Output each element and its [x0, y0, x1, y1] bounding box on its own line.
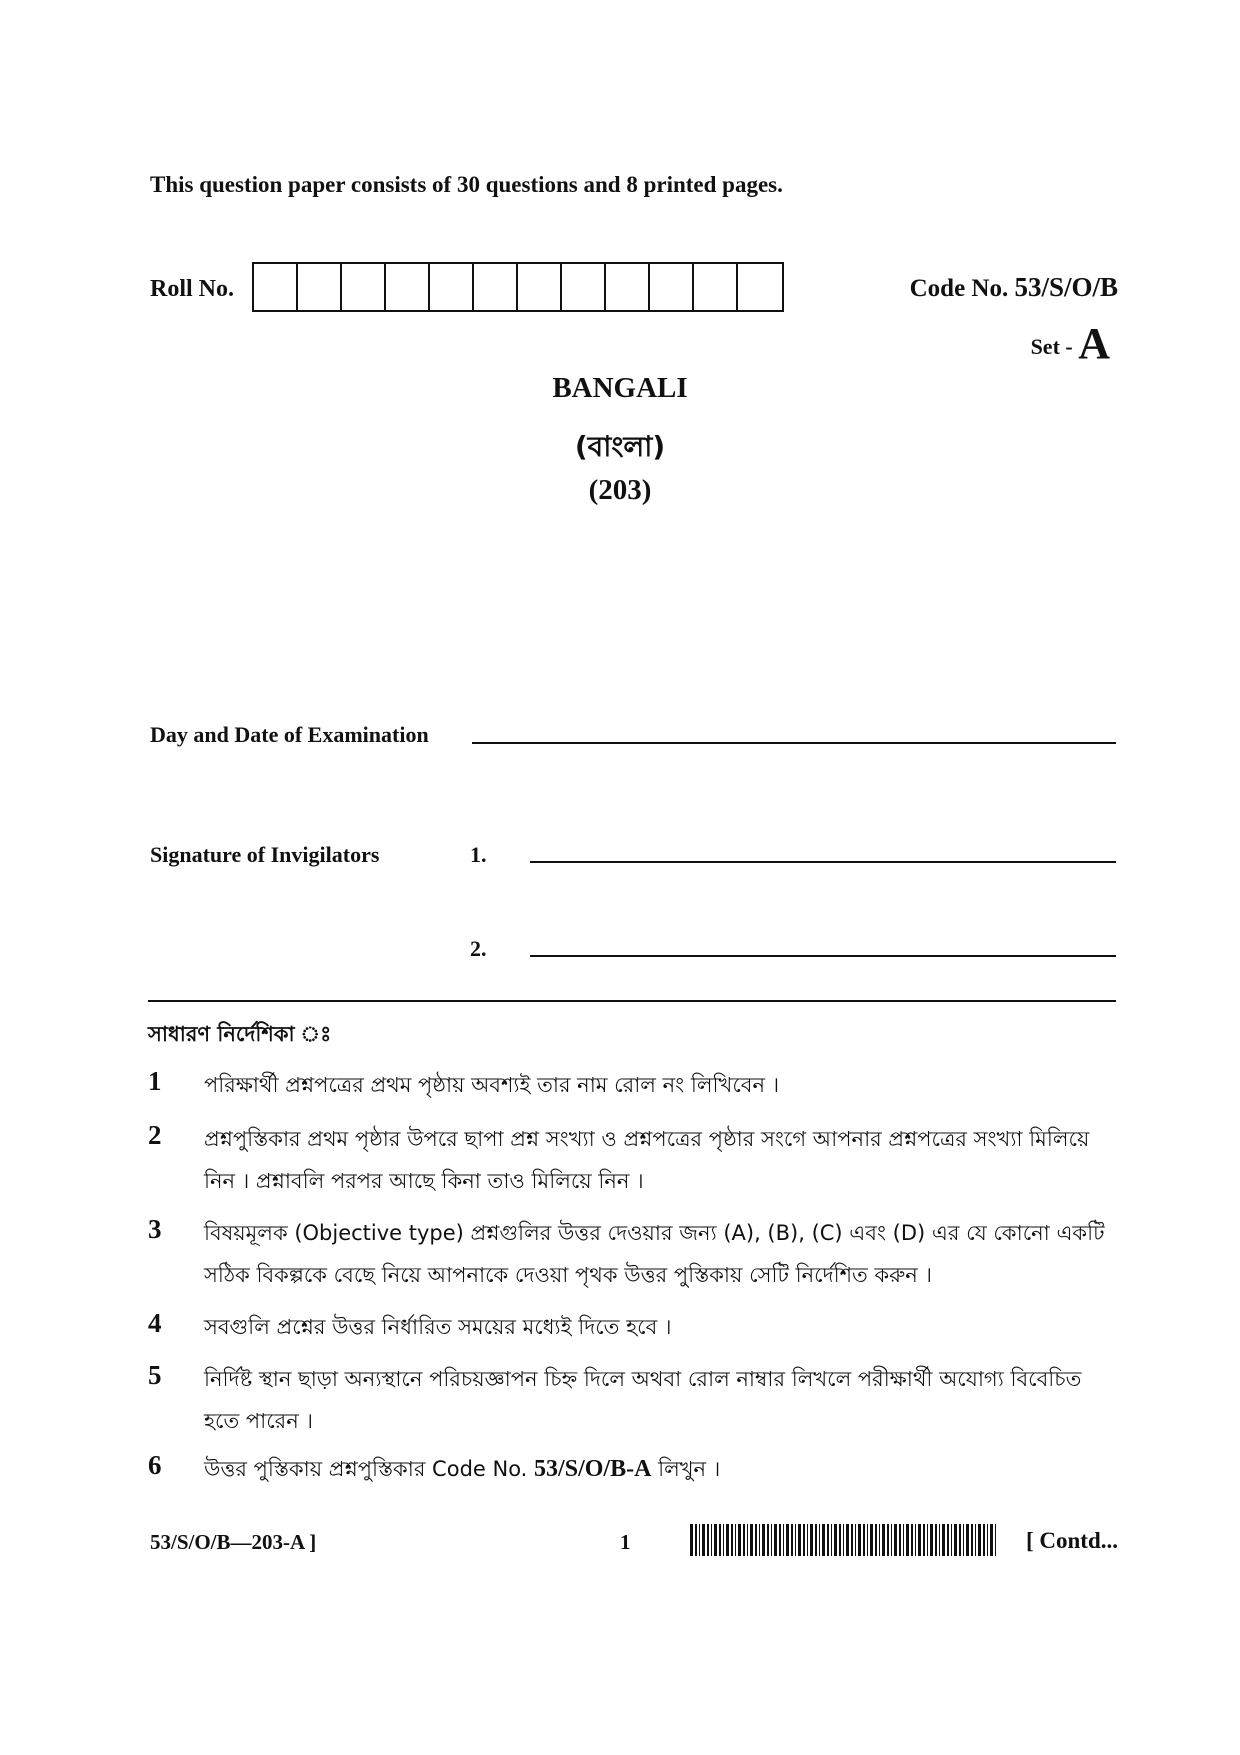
barcode-bar: [939, 1524, 940, 1556]
instruction-text: নির্দিষ্ট স্থান ছাড়া অন্যস্থানে পরিচয়জ্ঞাপন চিহ্ন দিলে অথবা রোল নাম্বার লিখলে পরীক্ষার্থী অযোগ্য বিবেচিত হতে পারেন ।: [204, 1367, 1082, 1433]
barcode-bar: [831, 1524, 832, 1556]
barcode-bar: [771, 1524, 772, 1556]
barcode-bar: [903, 1524, 904, 1556]
roll-digit-box[interactable]: [606, 264, 650, 310]
instruction-text: সবগুলি প্রশ্নের উত্তর নির্ধারিত সময়ের মধ্যেই দিতে হবে ।: [204, 1315, 672, 1339]
barcode-bar: [798, 1524, 801, 1556]
barcode-bar: [987, 1524, 988, 1556]
barcode-bar: [755, 1524, 757, 1556]
roll-number-boxes[interactable]: [252, 262, 784, 312]
barcode-bar: [843, 1524, 844, 1556]
barcode-bar: [911, 1524, 913, 1556]
instruction-item: [148, 1118, 1118, 1202]
barcode-bar: [959, 1524, 961, 1556]
barcode-bar: [918, 1524, 921, 1556]
barcode-bar: [803, 1524, 805, 1556]
roll-digit-box[interactable]: [562, 264, 606, 310]
barcode-bar: [990, 1524, 993, 1556]
footer-paper-code: 53/S/O/B—203-A ]: [150, 1530, 317, 1554]
barcode-bar: [887, 1524, 889, 1556]
barcode-bar: [906, 1524, 909, 1556]
instruction-item: [148, 1064, 1118, 1106]
barcode-bar: [807, 1524, 808, 1556]
barcode-bar: [834, 1524, 837, 1556]
instruction-number: 2: [148, 1120, 162, 1150]
barcode-bar: [738, 1524, 741, 1556]
signature-2-line[interactable]: [530, 955, 1116, 957]
barcode-bar: [810, 1524, 813, 1556]
barcode-bar: [783, 1524, 784, 1556]
barcode-bar: [711, 1524, 712, 1556]
code-number: [910, 272, 1118, 303]
roll-digit-box[interactable]: [738, 264, 782, 310]
barcode-bar: [750, 1524, 753, 1556]
page-number: 1: [620, 1530, 631, 1554]
instruction-item: [148, 1306, 1118, 1348]
barcode-bar: [723, 1524, 724, 1556]
barcode-bar: [966, 1524, 969, 1556]
barcode-bar: [870, 1524, 873, 1556]
barcode-bar: [882, 1524, 885, 1556]
continued-label: [ Contd...: [1025, 1528, 1118, 1553]
barcode-bar: [891, 1524, 892, 1556]
roll-digit-box[interactable]: [694, 264, 738, 310]
roll-digit-box[interactable]: [298, 264, 342, 310]
instruction-item: [148, 1358, 1118, 1442]
barcode-bar: [822, 1524, 825, 1556]
signature-1-number: 1.: [470, 842, 487, 867]
instruction-number: 1: [148, 1066, 162, 1096]
barcode-bar: [762, 1524, 765, 1556]
barcode-bar: [915, 1524, 916, 1556]
barcode-bar: [731, 1524, 733, 1556]
roll-digit-box[interactable]: [254, 264, 298, 310]
roll-digit-box[interactable]: [650, 264, 694, 310]
barcode-bar: [815, 1524, 817, 1556]
barcode-bar: [935, 1524, 937, 1556]
barcode-bar: [978, 1524, 981, 1556]
instruction-item: [148, 1212, 1118, 1296]
roll-digit-box[interactable]: [430, 264, 474, 310]
barcode-bar: [779, 1524, 781, 1556]
instruction-text-part: উত্তর পুস্তিকায় প্রশ্নপুস্তিকার Code No.: [204, 1457, 535, 1481]
barcode-bar: [947, 1524, 949, 1556]
barcode-bar: [690, 1524, 693, 1556]
roll-number-label: Roll No.: [150, 276, 234, 302]
instruction-code: 53/S/O/B-A: [534, 1456, 652, 1482]
barcode-bar: [875, 1524, 877, 1556]
barcode-bar: [855, 1524, 856, 1556]
barcode-bar: [930, 1524, 933, 1556]
instruction-text: পরিক্ষার্থী প্রশ্নপত্রের প্রথম পৃষ্ঠায় অবশ্যই তার নাম রোল নং লিখিবেন ।: [204, 1073, 780, 1097]
barcode-bar: [695, 1524, 697, 1556]
instruction-text-part: লিখুন ।: [651, 1457, 721, 1481]
barcode-bar: [975, 1524, 976, 1556]
code-value: 53/S/O/B: [1014, 272, 1118, 302]
barcode-bar: [747, 1524, 748, 1556]
invigilator-signature-label: Signature of Invigilators: [150, 842, 380, 867]
exam-date-line[interactable]: [472, 742, 1116, 744]
barcode-bar: [923, 1524, 925, 1556]
barcode-bar: [951, 1524, 952, 1556]
roll-digit-box[interactable]: [474, 264, 518, 310]
barcode-bar: [899, 1524, 901, 1556]
barcode-bar: [863, 1524, 865, 1556]
barcode-bar: [867, 1524, 868, 1556]
paper-info-note: This question paper consists of 30 questions and 8 printed pages.: [150, 172, 783, 197]
instruction-number: 3: [148, 1214, 162, 1244]
barcode-bar: [942, 1524, 945, 1556]
signature-1-line[interactable]: [530, 861, 1116, 863]
instruction-item: [148, 1448, 1118, 1490]
barcode-bar: [851, 1524, 853, 1556]
barcode-bar: [719, 1524, 721, 1556]
barcode-bar: [927, 1524, 928, 1556]
instruction-number: 4: [148, 1308, 162, 1338]
subject-native-name: (বাংলা): [574, 430, 666, 463]
instructions-title: সাধারণ নির্দেশিকা ঃ: [148, 1022, 332, 1046]
barcode-bar: [791, 1524, 793, 1556]
subject-name: BANGALI: [552, 372, 688, 404]
barcode-bar: [879, 1524, 880, 1556]
set-label: Set -: [1030, 334, 1073, 359]
barcode-bar: [767, 1524, 769, 1556]
code-label: Code No.: [909, 275, 1009, 302]
barcode-icon: [690, 1524, 996, 1556]
barcode-bar: [786, 1524, 789, 1556]
barcode-bar: [858, 1524, 861, 1556]
set-indicator: [1031, 318, 1110, 369]
barcode-bar: [707, 1524, 709, 1556]
roll-digit-box[interactable]: [386, 264, 430, 310]
barcode-bar: [971, 1524, 973, 1556]
set-value: A: [1078, 319, 1110, 368]
instruction-text: প্রশ্নপুস্তিকার প্রথম পৃষ্ঠার উপরে ছাপা প্রশ্ন সংখ্যা ও প্রশ্নপত্রের পৃষ্ঠার সংগে আপনার প্রশ্নপত্রের সংখ্যা মিলিয়ে নিন । প্রশ্নাবলি পরপর আছে কিনা তাও মিলিয়ে নিন ।: [204, 1127, 1090, 1193]
barcode-bar: [759, 1524, 760, 1556]
section-divider: [148, 1000, 1116, 1002]
instruction-number: 6: [148, 1450, 162, 1480]
barcode-bar: [963, 1524, 964, 1556]
barcode-bar: [714, 1524, 717, 1556]
barcode-bar: [983, 1524, 985, 1556]
barcode-bar: [743, 1524, 745, 1556]
barcode-bar: [726, 1524, 729, 1556]
barcode-bar: [735, 1524, 736, 1556]
barcode-bar: [954, 1524, 957, 1556]
barcode-bar: [702, 1524, 705, 1556]
barcode-bar: [827, 1524, 829, 1556]
roll-digit-box[interactable]: [342, 264, 386, 310]
barcode-bar: [699, 1524, 700, 1556]
instruction-number: 5: [148, 1360, 162, 1390]
signature-2-number: 2.: [470, 936, 487, 961]
barcode-bar: [819, 1524, 820, 1556]
exam-date-label: Day and Date of Examination: [150, 722, 429, 747]
barcode-bar: [795, 1524, 796, 1556]
instruction-text: [204, 1448, 1118, 1490]
barcode-bar: [995, 1524, 996, 1556]
barcode-bar: [894, 1524, 897, 1556]
barcode-bar: [846, 1524, 849, 1556]
roll-digit-box[interactable]: [518, 264, 562, 310]
barcode-bar: [774, 1524, 777, 1556]
instruction-text: বিষয়মূলক (Objective type) প্রশ্নগুলির উত্তর দেওয়ার জন্য (A), (B), (C) এবং (D) এর যে কোনো একটি সঠিক বিকল্পকে বেছে নিয়ে আপনাকে দেওয়া পৃথক উত্তর পুস্তিকায় সেটি নির্দেশিত করুন ।: [204, 1221, 1105, 1287]
subject-code: (203): [588, 474, 652, 506]
barcode-bar: [839, 1524, 841, 1556]
